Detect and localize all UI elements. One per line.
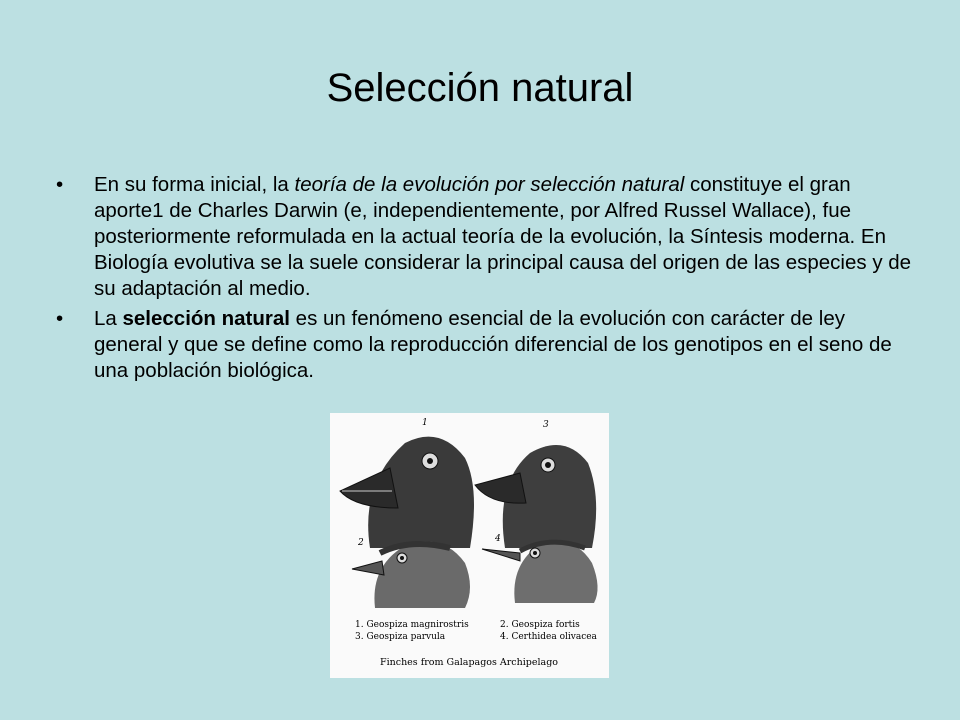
finch-number-4: 4 bbox=[495, 534, 501, 544]
finch-4-drawing bbox=[482, 541, 598, 603]
figure-footer: Finches from Galapagos Archipelago bbox=[380, 657, 558, 668]
bullet-item-1 bbox=[56, 172, 916, 302]
finches-drawing bbox=[330, 413, 609, 678]
finch-number-2: 2 bbox=[358, 538, 364, 548]
finch-1-drawing bbox=[340, 437, 474, 548]
finch-2-drawing bbox=[475, 445, 596, 548]
bullet-1-text-b: constituye el gran aporte1 de Charles Darwin (e, independientemente, por Alfred Russel Wallace), fue posteriormente reformulada en la actual teoría de la evolución, la Síntesis moderna. En Biología evolutiva se la suele considerar la principal causa del origen de las especies y de su adaptación al medio. bbox=[94, 173, 912, 300]
caption-left-2: 3. Geospiza parvula bbox=[355, 632, 446, 642]
bullet-1-italic: teoría de la evolución por selección natural bbox=[294, 173, 685, 196]
bullet-list bbox=[56, 172, 916, 388]
finch-number-3: 3 bbox=[543, 420, 549, 430]
caption-right-1: 2. Geospiza fortis bbox=[500, 620, 580, 630]
finch-number-1: 1 bbox=[422, 418, 428, 428]
bullet-1-text-a: En su forma inicial, la bbox=[94, 173, 295, 196]
bullet-dot: • bbox=[56, 173, 64, 196]
bullet-2-text-a: La bbox=[94, 307, 123, 330]
bullet-dot: • bbox=[56, 307, 64, 330]
bullet-2-bold: selección natural bbox=[122, 307, 290, 330]
caption-left-1: 1. Geospiza magnirostris bbox=[355, 620, 469, 630]
bullet-2-text-b: es un fenómeno esencial de la evolución con carácter de ley general y que se define como la reproducción diferencial de los genotipos en el seno de una población biológica. bbox=[94, 307, 892, 382]
slide-title: Selección natural bbox=[326, 66, 634, 110]
finches-illustration bbox=[330, 413, 609, 678]
finch-3-drawing bbox=[352, 541, 470, 608]
caption-right-2: 4. Certhidea olivacea bbox=[500, 632, 597, 642]
bullet-item-2 bbox=[56, 306, 916, 384]
